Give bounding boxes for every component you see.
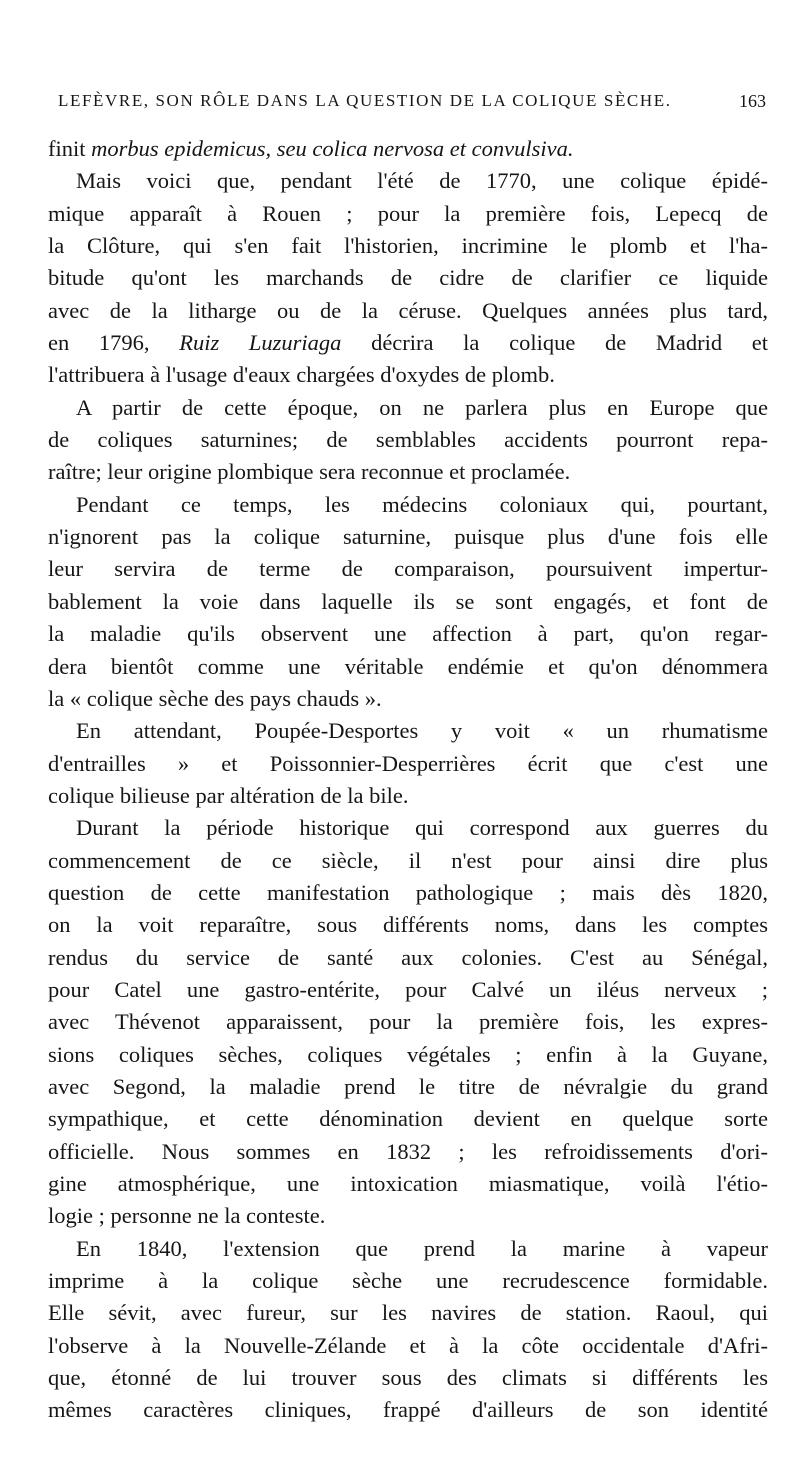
- text-segment: que, étonné de lui trouver sous des climats si différents les: [48, 1365, 768, 1391]
- text-segment: la Clôture, qui s'en fait l'historien, incrimine le plomb et l'ha-: [48, 233, 768, 259]
- text-line: [48, 1265, 768, 1297]
- text-line: [48, 651, 768, 683]
- text-segment: bablement la voie dans laquelle ils se sont engagés, et font de: [48, 588, 768, 614]
- text-segment: la maladie qu'ils observent une affection à part, qu'on regar-: [48, 621, 768, 647]
- text-line: [48, 780, 768, 812]
- text-segment: colique bilieuse par altération de la bile.: [48, 782, 409, 808]
- text-line: [48, 1039, 768, 1071]
- page-number: 163: [739, 91, 766, 111]
- text-line: [48, 1297, 768, 1329]
- text-line: [48, 1103, 768, 1135]
- text-line: [48, 327, 768, 359]
- text-segment: raître; leur origine plombique sera reconnue et proclamée.: [48, 459, 571, 485]
- text-line: [48, 1136, 768, 1168]
- text-segment: gine atmosphérique, une intoxication miasmatique, voilà l'étio-: [48, 1171, 768, 1196]
- text-segment: avec Segond, la maladie prend le titre de névralgie du grand: [48, 1073, 768, 1099]
- text-line: [48, 359, 768, 391]
- text-line: [48, 165, 768, 197]
- text-line: [48, 974, 768, 1006]
- italic-text: Ruiz Luzuriaga: [179, 330, 342, 356]
- text-line: [48, 295, 768, 327]
- text-segment: Mais voici que, pendant l'été de 1770, une colique épidé-: [76, 168, 768, 194]
- text-line: [48, 586, 768, 618]
- text-line: [48, 230, 768, 262]
- text-line: [48, 1200, 768, 1232]
- text-line: [48, 683, 768, 715]
- running-title: LEFÈVRE, SON RÔLE DANS LA QUESTION DE LA COLIQUE SÈCHE.: [58, 91, 672, 110]
- text-segment: logie ; personne ne la conteste.: [48, 1203, 326, 1229]
- text-line: [48, 456, 768, 488]
- text-line: [48, 877, 768, 909]
- text-line: [48, 618, 768, 650]
- text-line: [48, 1071, 768, 1103]
- text-segment: finit: [48, 136, 92, 161]
- text-segment: dera bientôt comme une véritable endémie et qu'on dénommera: [48, 653, 768, 679]
- text-line: [48, 845, 768, 877]
- text-segment: sions coliques sèches, coliques végétales ; enfin à la Guyane,: [48, 1041, 768, 1067]
- italic-text: morbus epidemicus, seu colica nervosa et convulsiva.: [91, 136, 574, 161]
- text-segment: A partir de cette époque, on ne parlera plus en Europe que: [76, 394, 768, 420]
- text-segment: sympathique, et cette dénomination devient en quelque sorte: [48, 1106, 768, 1132]
- text-line: [48, 392, 768, 424]
- text-line: [48, 1233, 768, 1265]
- text-line: [48, 424, 768, 456]
- text-line: [48, 521, 768, 553]
- text-segment: avec de la litharge ou de la céruse. Quelques années plus tard,: [48, 297, 768, 323]
- text-segment: la « colique sèche des pays chauds ».: [48, 685, 382, 711]
- text-segment: leur servira de terme de comparaison, poursuivent impertur-: [48, 556, 768, 582]
- text-segment: rendus du service de santé aux colonies. C'est au Sénégal,: [48, 944, 768, 970]
- text-line: [48, 1330, 768, 1362]
- text-line: [48, 812, 768, 844]
- text-line: [48, 553, 768, 585]
- text-line: [48, 1168, 768, 1200]
- text-segment: bitude qu'ont les marchands de cidre de clarifier ce liquide: [48, 265, 768, 291]
- text-line: [48, 942, 768, 974]
- text-line: [48, 133, 768, 165]
- text-segment: mique apparaît à Rouen ; pour la première fois, Lepecq de: [48, 200, 768, 226]
- text-segment: question de cette manifestation pathologique ; mais dès 1820,: [48, 879, 768, 905]
- text-segment: officielle. Nous sommes en 1832 ; les refroidissements d'ori-: [48, 1138, 768, 1164]
- text-segment: pour Catel une gastro-entérite, pour Calvé un iléus nerveux ;: [48, 976, 768, 1002]
- text-segment: En attendant, Poupée-Desportes y voit « un rhumatisme: [76, 718, 768, 744]
- text-segment: mêmes caractères cliniques, frappé d'ailleurs de son identité: [48, 1397, 768, 1423]
- text-segment: Pendant ce temps, les médecins coloniaux qui, pourtant,: [76, 491, 768, 517]
- text-segment: décrira la colique de Madrid et: [341, 330, 769, 356]
- text-segment: n'ignorent pas la colique saturnine, puisque plus d'une fois elle: [48, 524, 768, 550]
- text-segment: de coliques saturnines; de semblables accidents pourront repa-: [48, 427, 768, 453]
- text-line: [48, 1394, 768, 1426]
- text-segment: on la voit reparaître, sous différents noms, dans les comptes: [48, 912, 768, 938]
- text-line: [48, 1006, 768, 1038]
- running-head: [58, 86, 766, 116]
- text-line: [48, 909, 768, 941]
- text-line: [48, 198, 768, 230]
- text-line: [48, 262, 768, 294]
- text-segment: imprime à la colique sèche une recrudescence formidable.: [48, 1268, 768, 1294]
- text-segment: Durant la période historique qui correspond aux guerres du: [76, 815, 768, 841]
- text-segment: d'entrailles » et Poissonnier-Desperrières écrit que c'est une: [48, 750, 768, 776]
- text-segment: Elle sévit, avec fureur, sur les navires de station. Raoul, qui: [48, 1300, 768, 1326]
- text-line: [48, 489, 768, 521]
- text-segment: l'attribuera à l'usage d'eaux chargées d'oxydes de plomb.: [48, 362, 555, 388]
- text-line: [48, 748, 768, 780]
- text-segment: commencement de ce siècle, il n'est pour ainsi dire plus: [48, 847, 768, 873]
- text-segment: l'observe à la Nouvelle-Zélande et à la côte occidentale d'Afri-: [48, 1332, 768, 1358]
- text-line: [48, 1362, 768, 1394]
- text-segment: en 1796,: [48, 330, 180, 356]
- text-segment: En 1840, l'extension que prend la marine à vapeur: [76, 1235, 768, 1261]
- body-text: [48, 133, 768, 1427]
- text-segment: avec Thévenot apparaissent, pour la première fois, les expres-: [48, 1009, 768, 1035]
- text-line: [48, 715, 768, 747]
